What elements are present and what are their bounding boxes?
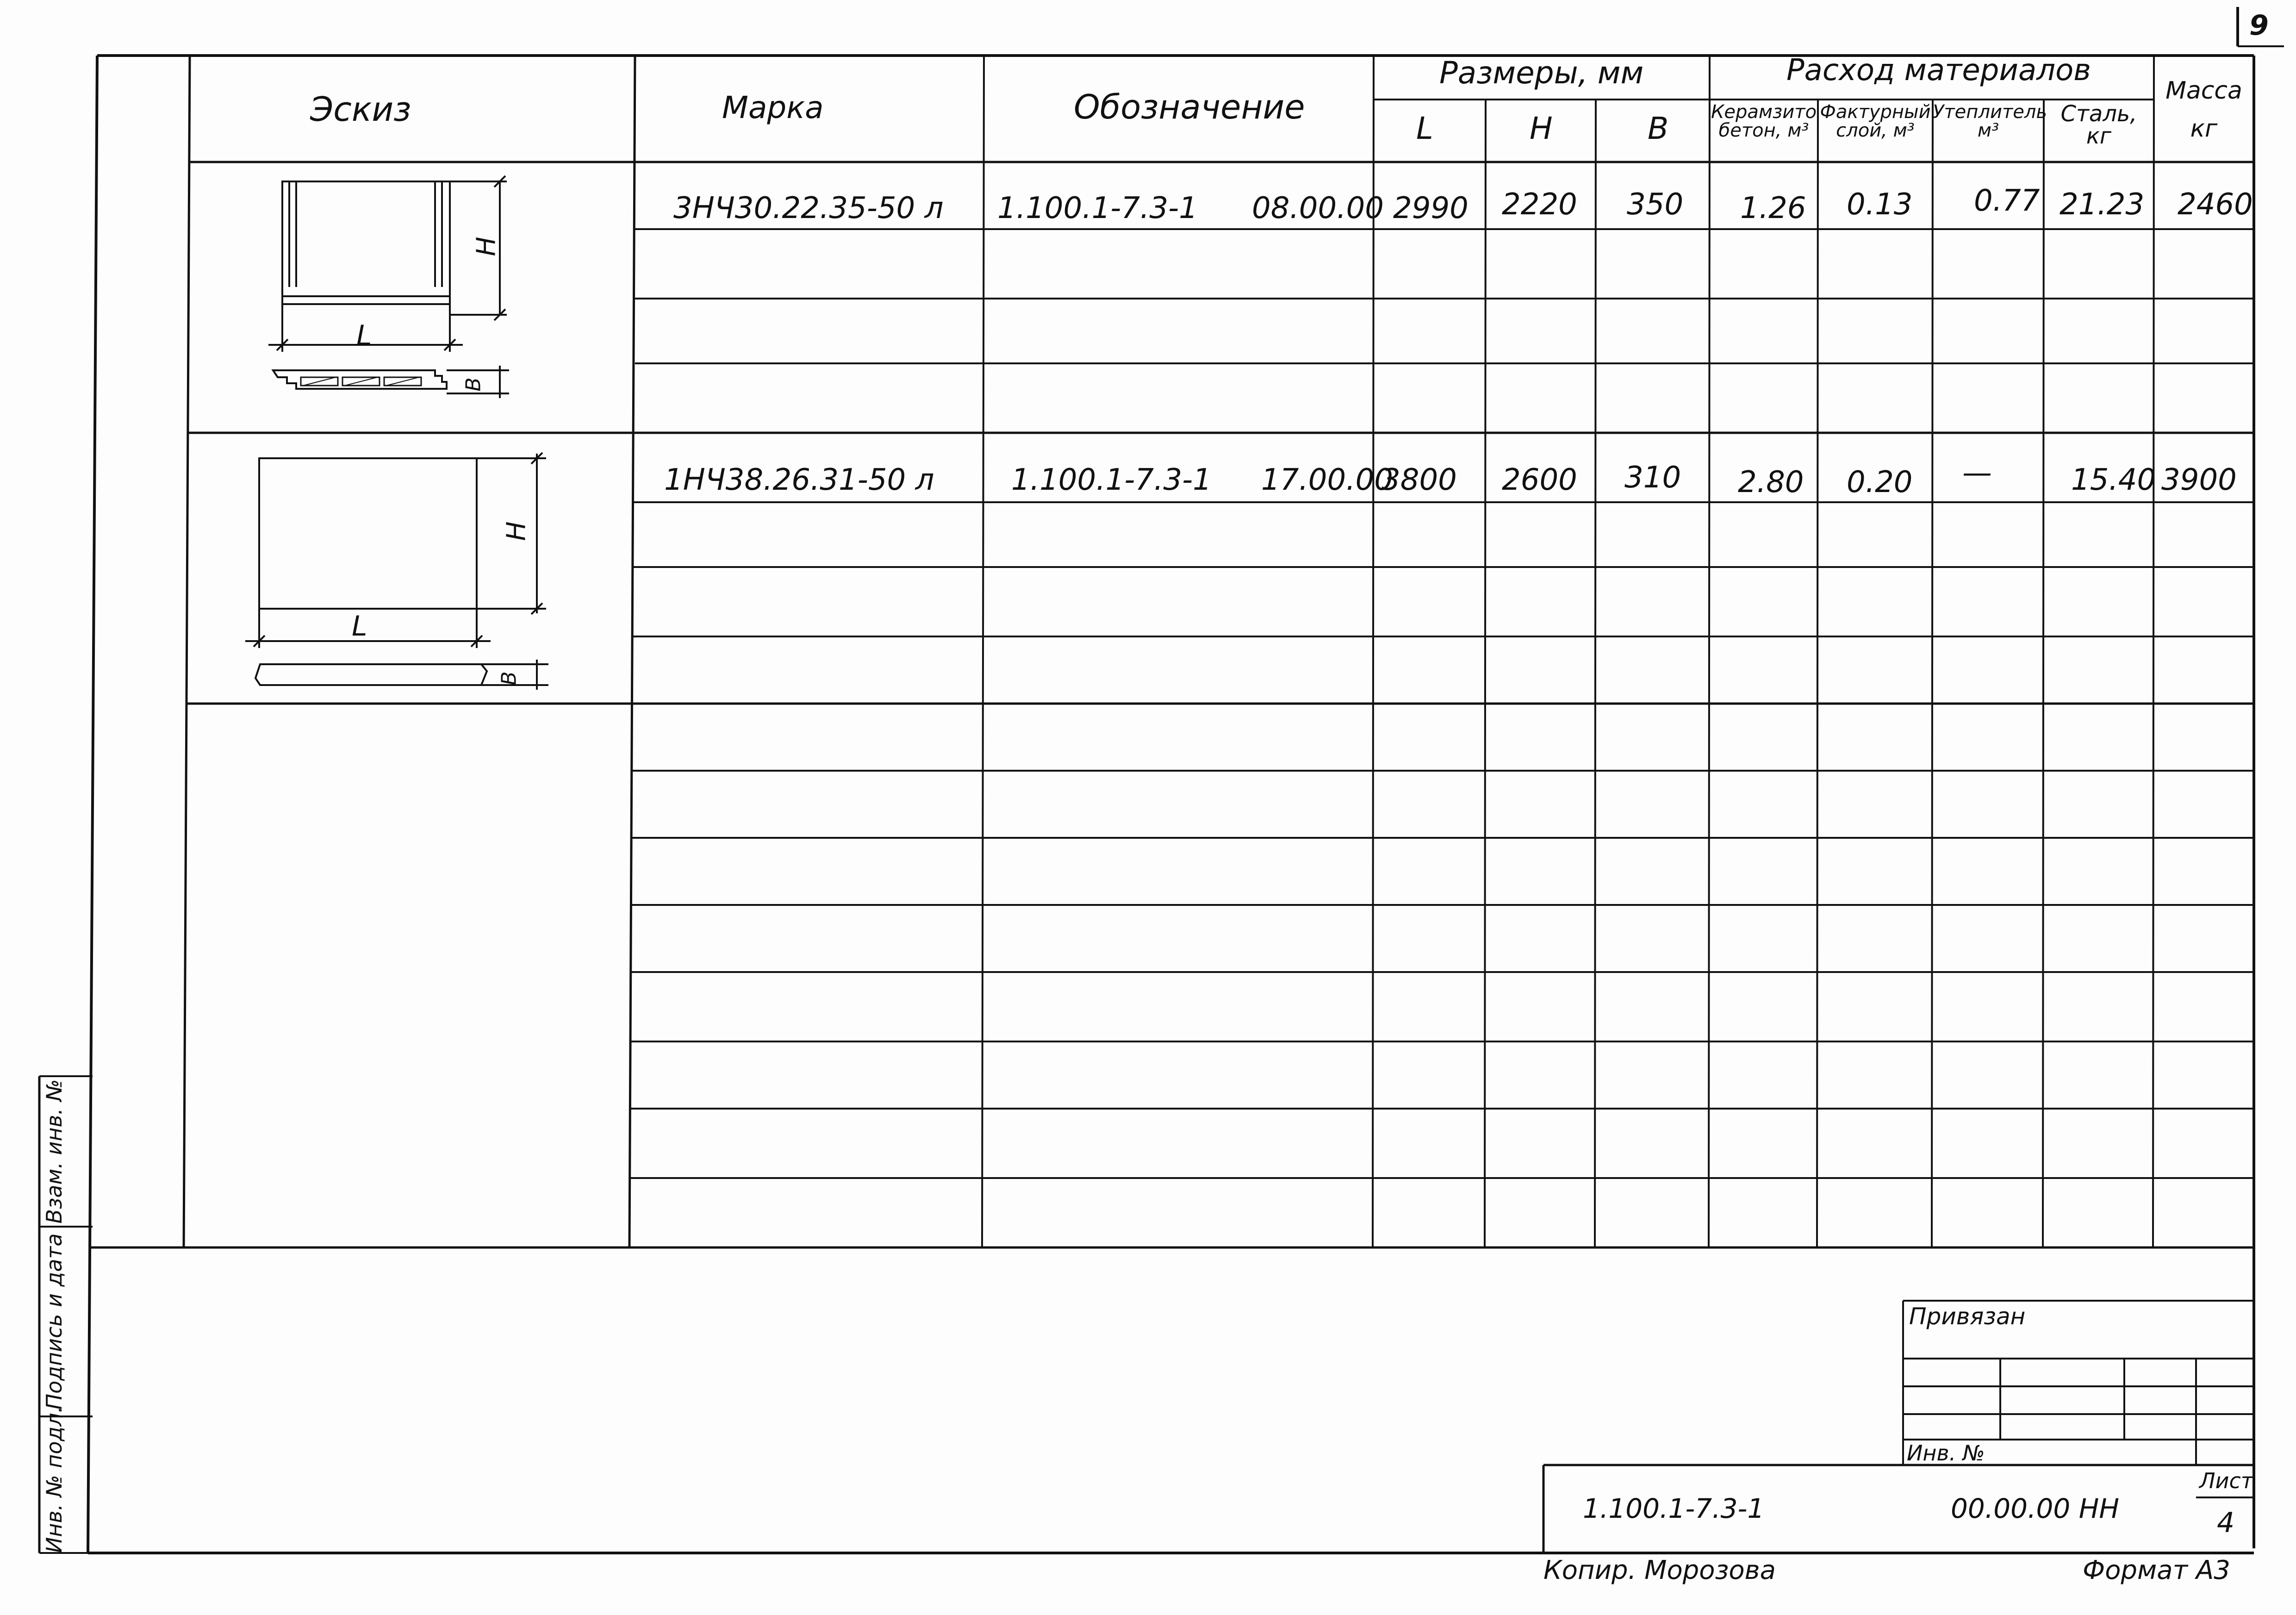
row1-mass: 2460 <box>2178 187 2253 222</box>
side-inv-orig: Инв. № подл. <box>42 1406 67 1553</box>
stamp-sheet-label: Лист <box>2199 1468 2253 1493</box>
row2-concrete: 2.80 <box>1738 465 1804 499</box>
row1-facing: 0.13 <box>1847 187 1913 222</box>
sketch2-H-label: H <box>501 521 532 541</box>
header-dim-B: B <box>1648 111 1669 146</box>
stamp-code: 00.00.00 НН <box>1951 1493 2119 1524</box>
row2-H: 2600 <box>1502 463 1577 497</box>
row2-L: 3800 <box>1381 463 1457 497</box>
row2-insulation: — <box>1962 456 1992 490</box>
sketch1-L-label: L <box>356 319 372 352</box>
header-dim-L: L <box>1416 111 1433 146</box>
sketch1-H-label: H <box>471 237 502 256</box>
footer-format: Формат А3 <box>2083 1555 2230 1585</box>
header-materials: Расход материалов <box>1786 53 2091 87</box>
row2-designation-code: 17.00.00 <box>1261 463 1393 497</box>
row1-insulation: 0.77 <box>1974 184 2040 218</box>
row2-facing: 0.20 <box>1847 465 1913 499</box>
header-mat-facing: Фактурный слой, м³ <box>1820 101 1931 141</box>
row1-mark: 3НЧ30.22.35-50 л <box>673 191 944 225</box>
row2-B: 310 <box>1624 461 1681 495</box>
header-designation: Обозначение <box>1074 87 1305 126</box>
header-mat-concrete: Керамзито бетон, м³ <box>1711 101 1817 141</box>
row1-L: 2990 <box>1393 191 1468 225</box>
footer-copied: Копир. Морозова <box>1543 1555 1776 1585</box>
row1-H: 2220 <box>1502 187 1577 222</box>
sketch-panel-2 <box>245 453 548 690</box>
header-mass: Масса кг <box>2165 77 2242 143</box>
sketch2-B-label: B <box>497 671 521 686</box>
row1-concrete: 1.26 <box>1740 191 1806 225</box>
sketch2-L-label: L <box>352 610 367 642</box>
frame-left <box>88 56 97 1553</box>
row1-designation-code: 08.00.00 <box>1252 191 1384 225</box>
row1-steel: 21.23 <box>2060 187 2145 222</box>
stamp-sheet-number: 4 <box>2217 1507 2235 1539</box>
row2-mark: 1НЧ38.26.31-50 л <box>664 463 934 497</box>
header-dimensions: Размеры, мм <box>1439 55 1644 91</box>
side-sign-date: Подпись и дата <box>42 1233 67 1410</box>
header-dim-H: H <box>1530 111 1553 146</box>
side-inv-replace: Взам. инв. № <box>42 1079 67 1224</box>
header-mat-steel: Сталь, кг <box>2060 101 2137 149</box>
row2-steel: 15.40 <box>2071 463 2156 497</box>
row1-designation-series: 1.100.1-7.3-1 <box>997 191 1198 225</box>
stamp-series: 1.100.1-7.3-1 <box>1583 1493 1765 1524</box>
header-mark: Марка <box>722 90 824 125</box>
row2-mass: 3900 <box>2161 463 2237 497</box>
stamp-inv-no: Инв. № <box>1907 1440 1985 1465</box>
page-number: 9 <box>2249 9 2269 42</box>
sketch1-B-label: B <box>461 377 485 392</box>
stamp-bound: Привязан <box>1909 1303 2026 1330</box>
row1-B: 350 <box>1627 187 1684 222</box>
header-sketch: Эскиз <box>310 90 411 129</box>
sketch-panel-1 <box>268 176 509 398</box>
header-mat-insulation: Утеплитель м³ <box>1933 101 2047 141</box>
row2-designation-series: 1.100.1-7.3-1 <box>1011 463 1212 497</box>
